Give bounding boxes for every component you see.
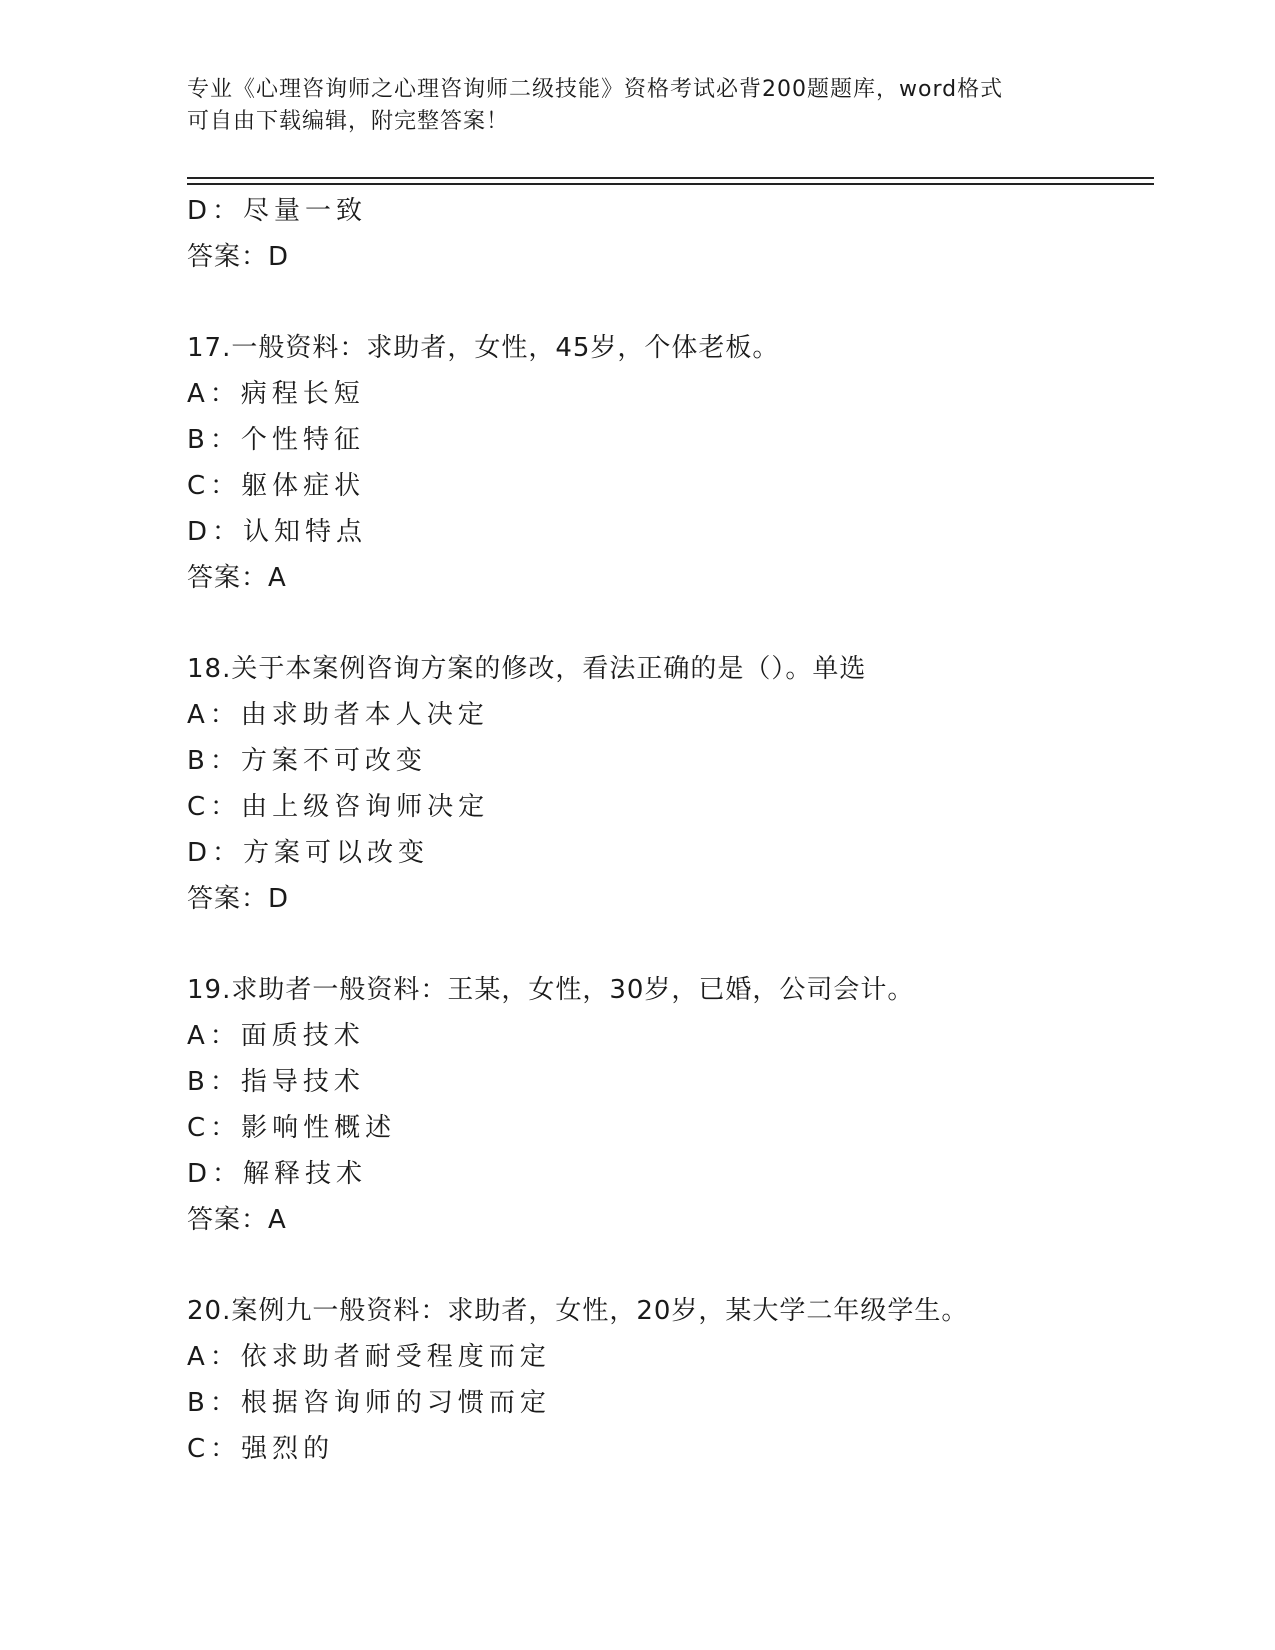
answer: 答案：D — [187, 242, 290, 272]
question-stem-17: 17.一般资料：求助者，女性，45岁，个体老板。 — [187, 333, 780, 363]
option-c: C：由上级咨询师决定 — [187, 792, 490, 822]
document-header — [187, 74, 1087, 138]
option-b: B：方案不可改变 — [187, 746, 427, 776]
option-c: C：强烈的 — [187, 1434, 335, 1464]
option-b: B：个性特征 — [187, 425, 365, 455]
option-c: C：躯体症状 — [187, 471, 366, 501]
question-stem-20: 20.案例九一般资料：求助者，女性，20岁，某大学二年级学生。 — [187, 1296, 969, 1326]
option-b: B：指导技术 — [187, 1067, 365, 1097]
spacer — [187, 280, 1147, 325]
header-divider-bottom — [187, 183, 1154, 185]
option-a: A：病程长短 — [187, 379, 365, 409]
option-d: D：解释技术 — [187, 1159, 368, 1189]
option-d: D：尽量一致 — [187, 196, 368, 226]
answer: 答案：A — [187, 563, 287, 593]
option-a: A：依求助者耐受程度而定 — [187, 1342, 551, 1372]
question-stem-19: 19.求助者一般资料：王某，女性，30岁，已婚，公司会计。 — [187, 975, 915, 1005]
header-divider-top — [187, 177, 1154, 179]
header-title-line-2: 可自由下载编辑，附完整答案！ — [187, 109, 510, 134]
spacer — [187, 922, 1147, 967]
spacer — [187, 1243, 1147, 1288]
option-a: A：面质技术 — [187, 1021, 365, 1051]
option-d: D：认知特点 — [187, 517, 368, 547]
answer: 答案：D — [187, 884, 290, 914]
question-list — [187, 188, 1147, 1472]
question-stem-18: 18.关于本案例咨询方案的修改，看法正确的是（）。单选 — [187, 654, 867, 684]
option-d: D：方案可以改变 — [187, 838, 430, 868]
answer: 答案：A — [187, 1205, 287, 1235]
spacer — [187, 601, 1147, 646]
header-title-line-1: 专业《心理咨询师之心理咨询师二级技能》资格考试必背200题题库，word格式 — [187, 77, 1004, 102]
option-b: B：根据咨询师的习惯而定 — [187, 1388, 551, 1418]
option-a: A：由求助者本人决定 — [187, 700, 489, 730]
option-c: C：影响性概述 — [187, 1113, 397, 1143]
